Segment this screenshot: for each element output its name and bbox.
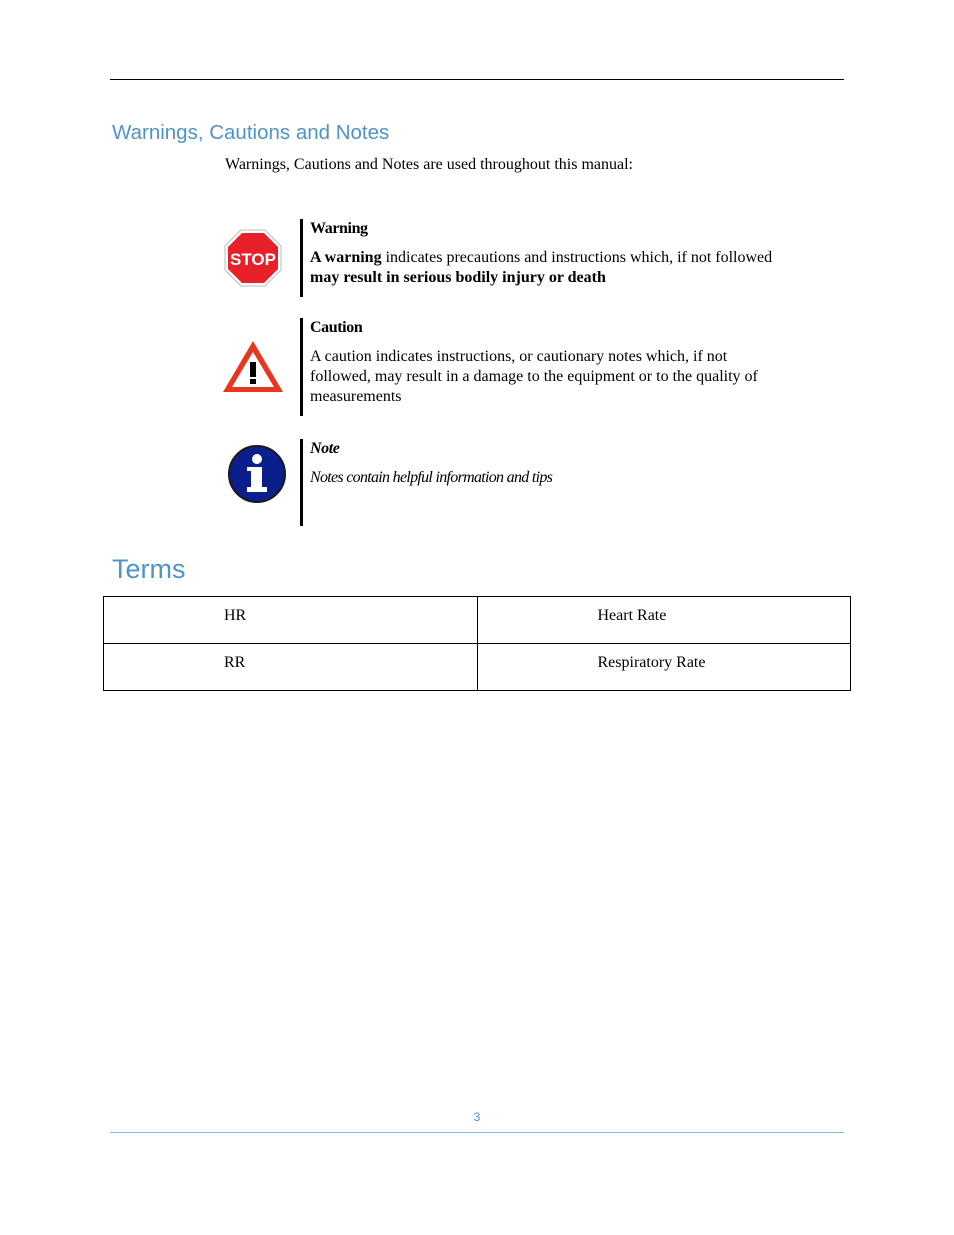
note-body	[310, 439, 780, 488]
section-heading-warnings: Warnings, Cautions and Notes	[112, 121, 390, 144]
note-notice	[220, 439, 820, 526]
caution-title: Caution	[310, 319, 363, 336]
footer-rule	[110, 1132, 844, 1133]
warning-title: Warning	[310, 220, 368, 237]
warning-text	[310, 248, 780, 288]
caution-text: A caution indicates instructions, or cautionary notes which, if not followed, may result in a damage to the equipment or to the quality of measurements	[310, 348, 758, 405]
terms-table	[103, 596, 851, 691]
definition-cell: Heart Rate	[477, 597, 851, 644]
section-heading-terms: Terms	[112, 554, 186, 584]
warning-text-mid: indicates precautions and instructions which, if not followed	[381, 249, 773, 266]
note-bar	[300, 439, 303, 526]
page-number: 3	[473, 1110, 481, 1124]
term-cell: RR	[104, 644, 478, 691]
warning-text-lead: A warning	[310, 249, 382, 266]
note-title: Note	[310, 440, 340, 457]
warning-triangle-icon	[220, 338, 286, 396]
table-row	[104, 644, 851, 691]
caution-notice	[220, 318, 820, 416]
section-intro: Warnings, Cautions and Notes are used throughout this manual:	[225, 156, 633, 173]
caution-bar	[300, 318, 303, 416]
header-rule	[110, 79, 844, 80]
caution-body	[310, 318, 780, 407]
note-text: Notes contain helpful information and tips	[310, 469, 553, 486]
table-row	[104, 597, 851, 644]
warning-notice	[220, 219, 820, 297]
warning-bar	[300, 219, 303, 297]
stop-sign-icon	[220, 225, 286, 291]
info-icon	[220, 441, 286, 507]
stop-sign-label: STOP	[230, 250, 276, 269]
term-cell: HR	[104, 597, 478, 644]
definition-cell: Respiratory Rate	[477, 644, 851, 691]
warning-body	[310, 219, 780, 288]
warning-text-tail: may result in serious bodily injury or death	[310, 269, 606, 286]
